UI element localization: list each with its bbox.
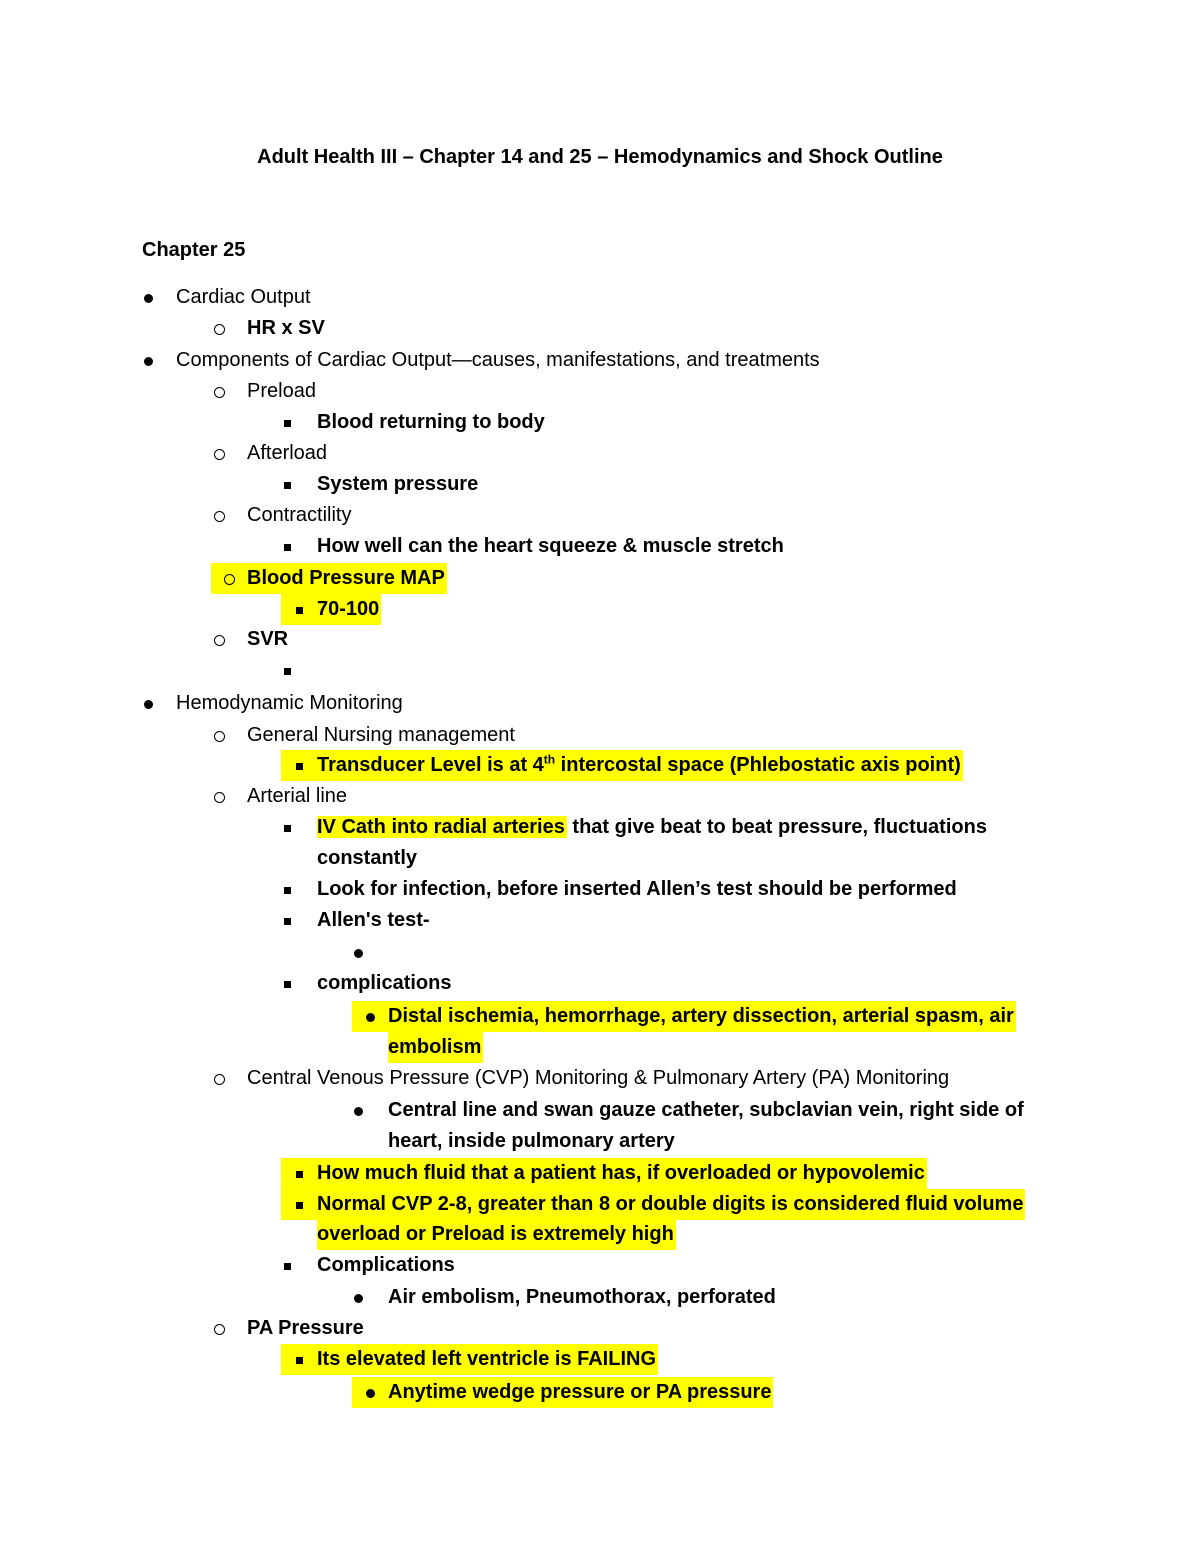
outline-item-bp-map-value: 70-100 (317, 594, 381, 625)
transducer-text-b: intercostal space (Phlebostatic axis point) (555, 754, 961, 776)
outline-item-iv-cath (317, 812, 987, 843)
outline-item-preload-def: Blood returning to body (317, 411, 545, 433)
outline-item-complications-lc: complications (317, 972, 452, 994)
bullet-square-icon (277, 1250, 297, 1281)
outline-item-preload: Preload (247, 380, 316, 402)
outline-item-contractility: Contractility (247, 504, 352, 526)
bullet-circle-icon (209, 438, 229, 469)
bullet-square-icon (277, 407, 297, 438)
bullet-disc-icon (348, 1282, 368, 1313)
outline-item-normal-cvp-b: overload or Preload is extremely high (317, 1219, 676, 1250)
bullet-square-icon (277, 655, 297, 686)
section-heading: Chapter 25 (142, 239, 246, 261)
outline-item-arterial-line: Arterial line (247, 785, 348, 807)
outline-item-elevated-lv: Its elevated left ventricle is FAILING (317, 1344, 658, 1375)
bullet-square-icon (281, 1158, 317, 1189)
bullet-disc-icon (348, 937, 368, 968)
outline-item-hr-sv: HR x SV (247, 317, 325, 339)
bullet-square-icon (277, 968, 297, 999)
outline-item-how-much-fluid: How much fluid that a patient has, if overloaded or hypovolemic (317, 1158, 927, 1189)
outline-item-anytime-wedge: Anytime wedge pressure or PA pressure (388, 1377, 773, 1408)
iv-cath-rest: that give beat to beat pressure, fluctuations (566, 816, 987, 838)
outline-item-components: Components of Cardiac Output—causes, manifestations, and treatments (176, 349, 820, 371)
bullet-circle-icon (209, 313, 229, 344)
bullet-disc-icon (138, 282, 158, 313)
bullet-circle-icon (209, 500, 229, 531)
iv-cath-highlight: IV Cath into radial arteries (317, 816, 565, 838)
bullet-circle-icon (209, 1063, 229, 1094)
outline-item-afterload-def: System pressure (317, 473, 479, 495)
bullet-square-icon (281, 594, 317, 625)
bullet-disc-icon (138, 688, 158, 719)
bullet-disc-icon (138, 345, 158, 376)
bullet-square-icon (277, 469, 297, 500)
outline-item-afterload: Afterload (247, 442, 328, 464)
outline-item-hemodynamic: Hemodynamic Monitoring (176, 692, 403, 714)
bullet-square-icon (281, 750, 317, 781)
bullet-circle-icon (211, 563, 247, 594)
outline-item-svr: SVR (247, 628, 289, 650)
bullet-square-icon (277, 531, 297, 562)
outline-item-contractility-def: How well can the heart squeeze & muscle stretch (317, 535, 784, 557)
bullet-circle-icon (209, 1313, 229, 1344)
bullet-square-icon (277, 812, 297, 843)
bullet-circle-icon (209, 624, 229, 655)
bullet-circle-icon (209, 781, 229, 812)
outline-item-distal-a: Distal ischemia, hemorrhage, artery dissection, arterial spasm, air (388, 1001, 1016, 1032)
outline-item-bp-map: Blood Pressure MAP (247, 563, 447, 594)
outline-item-normal-cvp-a: Normal CVP 2-8, greater than 8 or double digits is considered fluid volume (317, 1189, 1025, 1220)
outline-item-cvp-pa: Central Venous Pressure (CVP) Monitoring & Pulmonary Artery (PA) Monitoring (247, 1067, 950, 1089)
bullet-disc-icon (352, 1377, 388, 1408)
bullet-square-icon (281, 1189, 317, 1220)
outline-item-iv-cath-cont: constantly (317, 847, 418, 869)
document-title: Adult Health III – Chapter 14 and 25 – Hemodynamics and Shock Outline (257, 146, 943, 168)
outline-item-pa-pressure: PA Pressure (247, 1317, 364, 1339)
bullet-circle-icon (209, 376, 229, 407)
bullet-square-icon (281, 1344, 317, 1375)
bullet-square-icon (277, 905, 297, 936)
outline-item-transducer (317, 750, 963, 781)
bullet-circle-icon (209, 720, 229, 751)
outline-item-central-line-b: heart, inside pulmonary artery (388, 1130, 675, 1152)
bullet-square-icon (277, 874, 297, 905)
transducer-superscript: th (543, 752, 556, 767)
outline-item-complications-cap: Complications (317, 1254, 455, 1276)
outline-item-look-infection: Look for infection, before inserted Allen’s test should be performed (317, 878, 957, 900)
outline-item-general-nursing: General Nursing management (247, 724, 515, 746)
outline-item-cardiac-output: Cardiac Output (176, 286, 311, 308)
transducer-text-a: Transducer Level is at 4 (317, 754, 544, 776)
outline-item-central-line-a: Central line and swan gauze catheter, subclavian vein, right side of (388, 1099, 1024, 1121)
outline-item-allens-test: Allen's test- (317, 909, 430, 931)
outline-item-air-embolism: Air embolism, Pneumothorax, perforated (388, 1286, 776, 1308)
outline-item-distal-b: embolism (388, 1032, 483, 1063)
bullet-disc-icon (348, 1095, 368, 1126)
bullet-disc-icon (352, 1001, 388, 1032)
